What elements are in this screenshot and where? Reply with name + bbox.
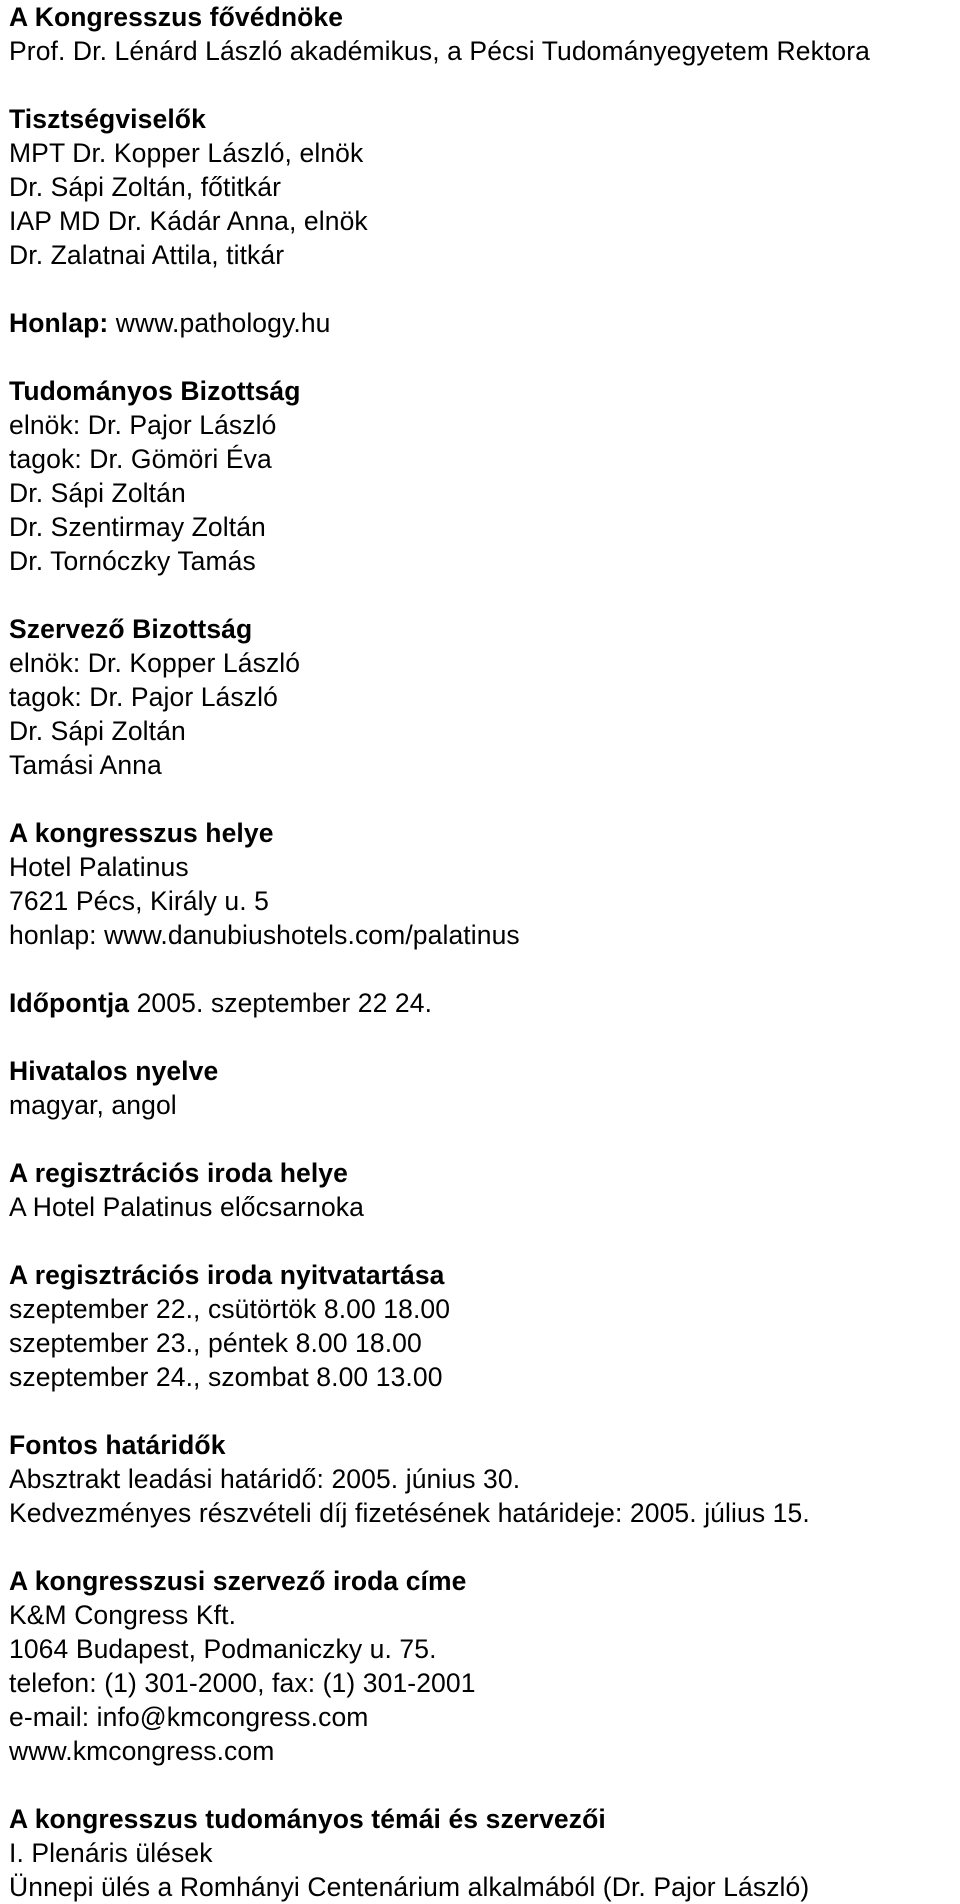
registration-location-value: A Hotel Palatinus előcsarnoka [9,1192,364,1222]
organizer-office-line: 1064 Budapest, Podmaniczky u. 75. [9,1634,437,1664]
deadline-line: Kedvezményes részvételi díj fizetésének határideje: 2005. július 15. [9,1498,810,1528]
organizing-committee-line: elnök: Dr. Kopper László [9,648,301,678]
topics-heading: A kongresszus tudományos témái és szervezői [9,1804,606,1834]
venue-line: 7621 Pécs, Király u. 5 [9,886,269,916]
officers-heading: Tisztségviselők [9,104,206,134]
patron-name: Prof. Dr. Lénárd László akadémikus, a Pécsi Tudományegyetem Rektora [9,36,871,66]
officer-line: IAP MD Dr. Kádár Anna, elnök [9,206,368,236]
registration-hours-heading: A regisztrációs iroda nyitvatartása [9,1260,445,1290]
language-heading: Hivatalos nyelve [9,1056,219,1086]
document-page [9,0,954,1904]
registration-hours-line: szeptember 23., péntek 8.00 18.00 [9,1328,422,1358]
registration-hours-line: szeptember 22., csütörtök 8.00 18.00 [9,1294,451,1324]
organizer-office-website[interactable]: www.kmcongress.com [9,1736,275,1766]
deadlines-heading: Fontos határidők [9,1430,226,1460]
scientific-committee-line: Dr. Szentirmay Zoltán [9,512,266,542]
date-label: Időpontja [9,988,130,1018]
scientific-committee-heading: Tudományos Bizottság [9,376,301,406]
scientific-committee-line: elnök: Dr. Pajor László [9,410,277,440]
organizer-office-line: K&M Congress Kft. [9,1600,237,1630]
registration-hours-line: szeptember 24., szombat 8.00 13.00 [9,1362,443,1392]
date-line [9,986,954,1020]
venue-homepage-line[interactable]: honlap: www.danubiushotels.com/palatinus [9,920,520,950]
officer-line: Dr. Sápi Zoltán, főtitkár [9,172,282,202]
homepage-line [9,306,954,340]
officer-line: Dr. Zalatnai Attila, titkár [9,240,285,270]
homepage-label: Honlap: [9,308,109,338]
organizing-committee-line: Tamási Anna [9,750,162,780]
organizing-committee-heading: Szervező Bizottság [9,614,253,644]
venue-line: Hotel Palatinus [9,852,189,882]
topics-line: I. Plenáris ülések [9,1838,213,1868]
organizer-office-email[interactable]: e-mail: info@kmcongress.com [9,1702,369,1732]
officer-line: MPT Dr. Kopper László, elnök [9,138,364,168]
scientific-committee-line: Dr. Sápi Zoltán [9,478,186,508]
patron-heading: A Kongresszus fővédnöke [9,2,344,32]
language-value: magyar, angol [9,1090,177,1120]
date-value: 2005. szeptember 22 24. [129,988,433,1018]
organizer-office-heading: A kongresszusi szervező iroda címe [9,1566,467,1596]
scientific-committee-line: tagok: Dr. Gömöri Éva [9,444,272,474]
topics-line: Ünnepi ülés a Romhányi Centenárium alkalmából (Dr. Pajor László) [9,1872,810,1902]
organizer-office-line: telefon: (1) 301-2000, fax: (1) 301-2001 [9,1668,476,1698]
organizing-committee-line: Dr. Sápi Zoltán [9,716,186,746]
scientific-committee-line: Dr. Tornóczky Tamás [9,546,256,576]
homepage-link[interactable]: www.pathology.hu [108,308,331,338]
deadline-line: Absztrakt leadási határidő: 2005. június 30. [9,1464,521,1494]
venue-heading: A kongresszus helye [9,818,274,848]
organizing-committee-line: tagok: Dr. Pajor László [9,682,278,712]
registration-location-heading: A regisztrációs iroda helye [9,1158,348,1188]
